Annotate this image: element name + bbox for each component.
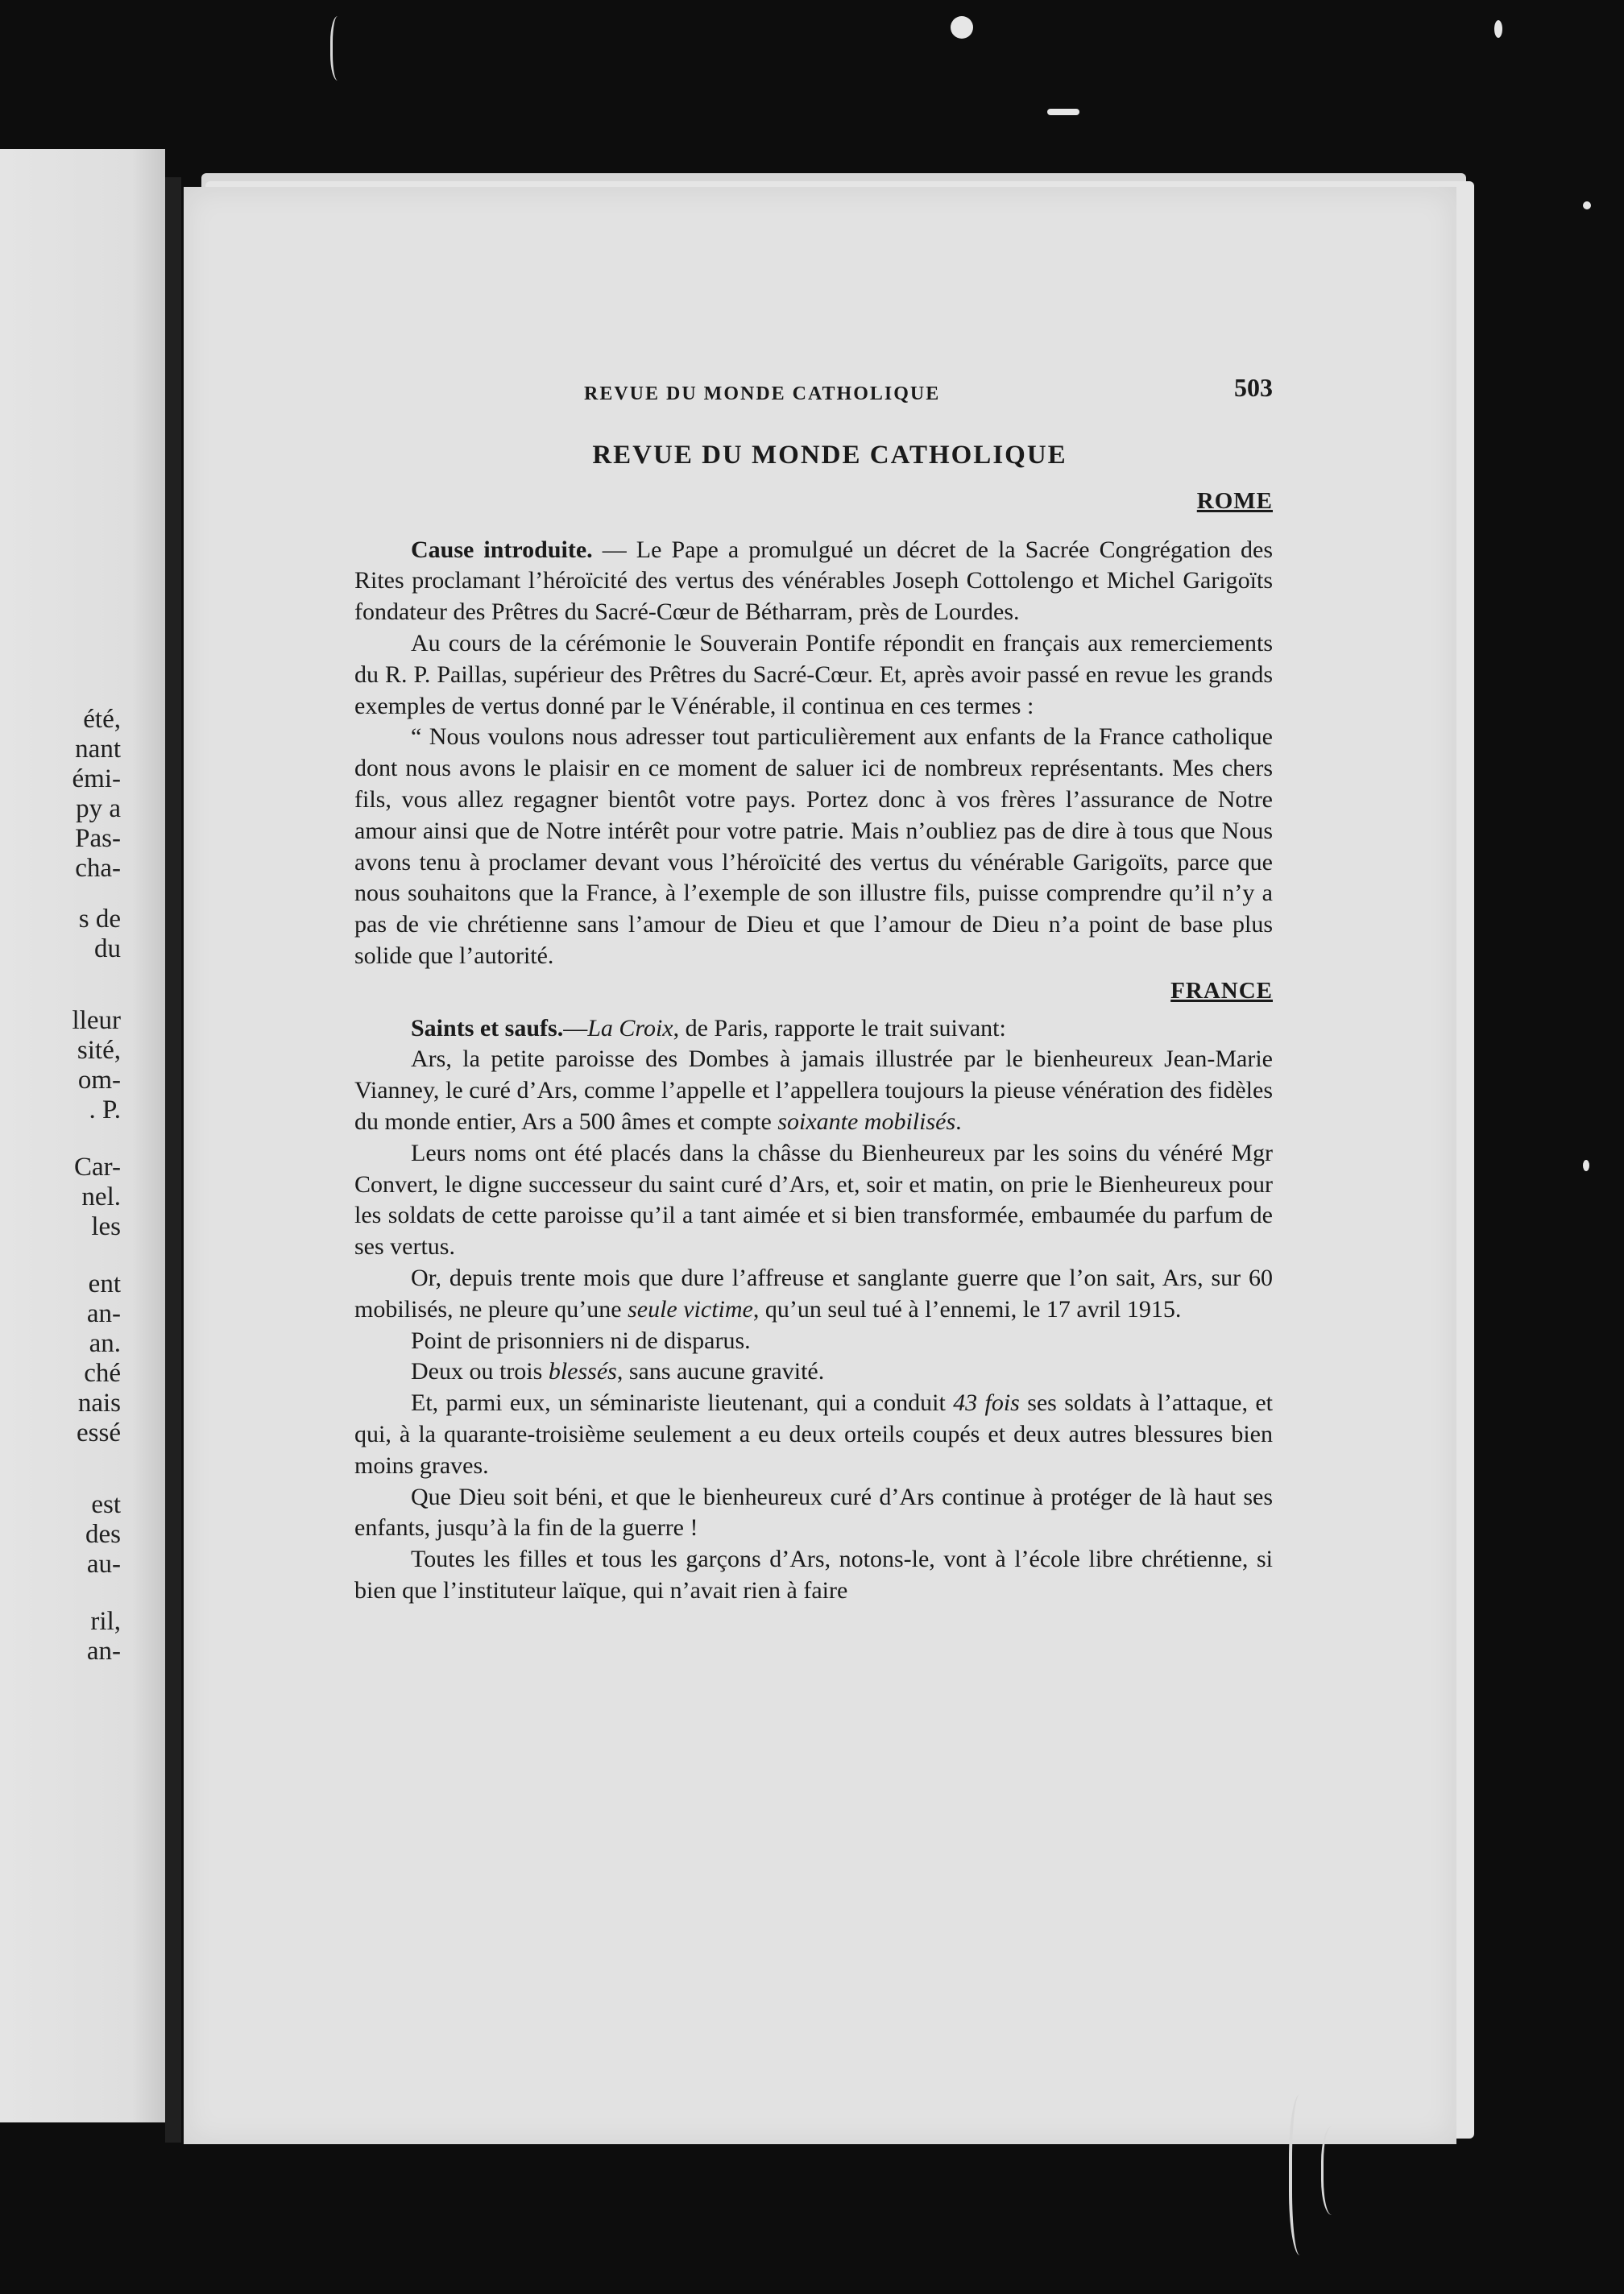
left-fragment-gap [0, 1448, 121, 1490]
left-fragment-gap [0, 884, 121, 905]
left-fragment: om- [77, 1066, 121, 1095]
film-dust [1583, 1160, 1589, 1171]
left-fragment: du [94, 934, 121, 963]
paragraph-text: Et, parmi eux, un séminariste lieutenant, qui a conduit [411, 1389, 954, 1417]
paragraph: Que Dieu soit béni, et que le bienheureux curé d’Ars continue à protéger de là haut ses enfants, jusqu’à la fin de la guerre ! [354, 1483, 1273, 1542]
film-scratch [330, 16, 349, 81]
paragraph: Leurs noms ont été placés dans la châsse du Bienheureux par les soins du vénéré Mgr Convert, le digne successeur du saint curé d’Ars, et, soir et matin, on prie le Bienheureux pour les soldats de cette paroisse qu’il a tant aimée et si bien transformée, embaumée du parfum de ses vertus. [354, 1139, 1273, 1261]
left-fragment: au- [86, 1550, 121, 1579]
running-head [354, 372, 1273, 408]
left-fragment: été, [83, 705, 121, 734]
paragraph [354, 1356, 1273, 1388]
left-fragment-gap [0, 964, 121, 1006]
paragraph-text: . [955, 1108, 962, 1135]
emphasis: 43 fois [953, 1389, 1020, 1417]
paragraph-lead: Cause introduite. [411, 536, 593, 563]
film-dust [951, 16, 973, 39]
paragraph-text: — Le Pape a promulgué un décret de la Sacrée Congrégation des Rites proclamant l’héroïcité des vertus des vénérables Joseph Cottolengo et Michel Garigoïts fondateur des Prêtres du Sacré-Cœur de Bétharram, près de Lourdes. [354, 536, 1273, 626]
left-fragment-gap [0, 1125, 121, 1153]
film-dust [1494, 20, 1502, 38]
paragraph: Point de prisonniers ni de disparus. [411, 1327, 751, 1354]
left-fragment: lleur [72, 1006, 121, 1035]
film-dust [1583, 201, 1591, 209]
left-fragment: an. [89, 1329, 121, 1358]
left-fragment: s de [78, 905, 121, 934]
section-heading-france: FRANCE [1170, 977, 1273, 1004]
page-title: REVUE DU MONDE CATHOLIQUE [592, 441, 1067, 470]
paragraph-text: Au cours de la cérémonie le Souverain Pontife répondit en français aux remerciements du R. P. Paillas, supérieur des Prêtres du Sacré-Cœur. Et, après avoir passé en revue les grands exemples de vertus donné par le Vénérable, il continua en ces termes : [354, 629, 1273, 719]
left-fragment: est [91, 1490, 121, 1519]
emphasis: seule victime [628, 1295, 753, 1323]
left-fragment: nel. [81, 1182, 121, 1211]
left-fragment-gap [0, 1242, 121, 1269]
right-page [184, 187, 1456, 2144]
left-facing-page [0, 149, 165, 2122]
left-fragment: an- [86, 1299, 121, 1328]
binding-gutter [165, 177, 181, 2143]
left-fragment: an- [86, 1637, 121, 1666]
paragraph-text: Ars, la petite paroisse des Dombes à jamais illustrée par le bienheureux Jean-Marie Vianney, le curé d’Ars, comme l’appelle et l’appellera toujours la pieuse vénération des fidèles du monde entier, Ars a 500 âmes et compte [354, 1046, 1273, 1135]
film-scratch [1289, 2094, 1316, 2255]
left-page-text-fragments [0, 705, 121, 1667]
paragraph [354, 535, 1273, 628]
paragraph [354, 628, 1273, 722]
paragraph-lead: Saints et saufs. [411, 1014, 564, 1041]
left-fragment: ril, [90, 1607, 121, 1636]
film-scratch [1321, 2126, 1348, 2215]
left-fragment: Car- [74, 1153, 121, 1182]
emphasis: soixante mobilisés [777, 1108, 956, 1135]
left-fragment: py a [76, 794, 121, 823]
left-fragment: des [85, 1520, 121, 1549]
paragraph-text: , qu’un seul tué à l’ennemi, le 17 avril 1915. [752, 1295, 1182, 1323]
page-text-block [354, 372, 1273, 1607]
paragraph: Toutes les filles et tous les garçons d’Ars, notons-le, vont à l’école libre chrétienne, si bien que l’instituteur laïque, qui n’avait rien à faire [354, 1546, 1273, 1604]
paragraph-text: ses soldats à l’attaque, et qui, à la quarante-troisième seulement a eu deux orteils coupés et deux autres blessures bien moins graves. [354, 1389, 1273, 1479]
paragraph-text: Deux ou trois [411, 1358, 549, 1385]
paragraph-text: Or, depuis trente mois que dure l’affreuse et sanglante guerre que l’on sait, Ars, sur 60 mobilisés, ne pleure qu’une [354, 1264, 1273, 1323]
left-fragment: Pas- [75, 824, 121, 853]
left-fragment: les [91, 1212, 121, 1241]
paragraph [354, 1013, 1273, 1045]
paragraph-text: , de Paris, rapporte le trait suivant: [673, 1014, 1006, 1041]
left-fragment: nais [77, 1389, 121, 1418]
left-fragment-gap [0, 1580, 121, 1607]
paragraph-text: “ Nous voulons nous adresser tout particulièrement aux enfants de la France catholique dont nous avons le plaisir en ce moment de saluer ici de nombreux représentants. Mes chers fils, vous allez regagner bientôt votre pays. Portez donc à vos frères l’assurance de Notre amour ainsi que de Notre intérêt pour votre patrie. Mais n’oubliez pas de dire à tous que Nous avons tenu à proclamer devant vous l’héroïcité des vertus du vénérable Garigoïts, parce que nous souhaitons que la France, à l’exemple de son illustre fils, puisse comprendre qu’il n’y a pas de vie chrétienne sans l’amour de Dieu et que l’amour de Dieu n’a point de base plus solide que l’autorité. [354, 723, 1273, 969]
source-title: La Croix [587, 1014, 673, 1041]
film-dust [1047, 109, 1079, 115]
page-number: 503 [1234, 373, 1273, 402]
paragraph [354, 1263, 1273, 1326]
left-fragment: cha- [75, 854, 121, 883]
section-heading-rome: ROME [1196, 487, 1273, 514]
paragraph-text: , sans aucune gravité. [616, 1358, 825, 1385]
running-head-title: REVUE DU MONDE CATHOLIQUE [584, 383, 941, 404]
left-fragment: ché [84, 1359, 121, 1388]
left-fragment: . P. [89, 1095, 121, 1124]
left-fragment: émi- [72, 764, 121, 793]
emphasis: blessés [548, 1358, 617, 1385]
left-fragment: nant [75, 735, 121, 764]
paragraph [354, 1388, 1273, 1481]
left-fragment: sité, [77, 1036, 121, 1065]
left-fragment: ent [88, 1269, 121, 1298]
quotation-paragraph [354, 722, 1273, 971]
paragraph [354, 1044, 1273, 1137]
dash: — [563, 1014, 588, 1041]
left-fragment: essé [77, 1418, 121, 1447]
